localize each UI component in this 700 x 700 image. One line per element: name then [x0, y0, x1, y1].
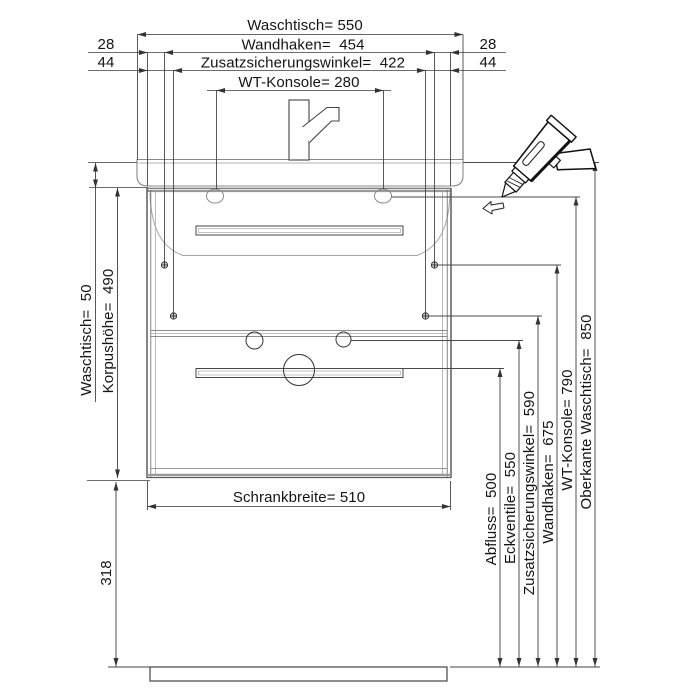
plinth-panel — [150, 667, 447, 681]
mounting-screws — [161, 262, 437, 319]
dim-waschtisch-width: Waschtisch= 550 — [247, 17, 363, 34]
screw-winkel-left — [170, 313, 176, 319]
dim-schrank-width: Schrankbreite= 510 — [232, 489, 366, 506]
dim-offset-right-28: 28 — [479, 36, 497, 53]
dim-wtkonsole-width: WT-Konsole= 280 — [238, 74, 360, 91]
dim-zusatzwinkel-width: Zusatzsicherungswinkel= 422 — [200, 54, 406, 72]
eckventil-right-circle — [336, 332, 351, 347]
dim-offset-left-44: 44 — [97, 54, 115, 71]
dim-waschtisch-height: Waschtisch= 50 — [78, 284, 95, 396]
screw-hook-right — [431, 262, 437, 268]
dim-oberkante: Oberkante Waschtisch= 850 — [578, 314, 595, 510]
dim-eckventile: Eckventile= 550 — [502, 451, 519, 565]
dim-abfluss: Abfluss= 500 — [483, 472, 500, 566]
screw-icon — [483, 202, 504, 215]
dim-floor-clearance: 318 — [98, 560, 115, 586]
drawer-handle-slot-bottom — [196, 369, 403, 378]
dim-zusatzwinkel-height: Zusatzsicherungswinkel= 590 — [521, 390, 538, 596]
drawer-handle-slot-top — [196, 226, 403, 235]
dim-offset-right-44: 44 — [479, 54, 497, 71]
floor — [108, 667, 600, 681]
dim-wandhaken-width: Wandhaken= 454 — [241, 36, 365, 54]
drill-icon — [483, 115, 603, 231]
faucet-icon — [289, 100, 339, 160]
dimensions-left — [78, 163, 150, 667]
washbasin — [137, 160, 463, 256]
dim-wtkonsole-height: WT-Konsole= 790 — [559, 369, 576, 491]
dim-offset-left-28: 28 — [97, 36, 115, 53]
basin-bowl-outline — [150, 193, 450, 256]
dim-wandhaken-height: Wandhaken= 675 — [540, 420, 557, 544]
vanity-cabinet — [147, 188, 451, 478]
screw-hook-left — [161, 262, 167, 268]
screw-winkel-right — [422, 313, 428, 319]
eckventil-left-circle — [246, 332, 263, 349]
dimensions-bottom — [148, 481, 451, 510]
dim-korpus-height: Korpushöhe= 490 — [100, 268, 117, 394]
